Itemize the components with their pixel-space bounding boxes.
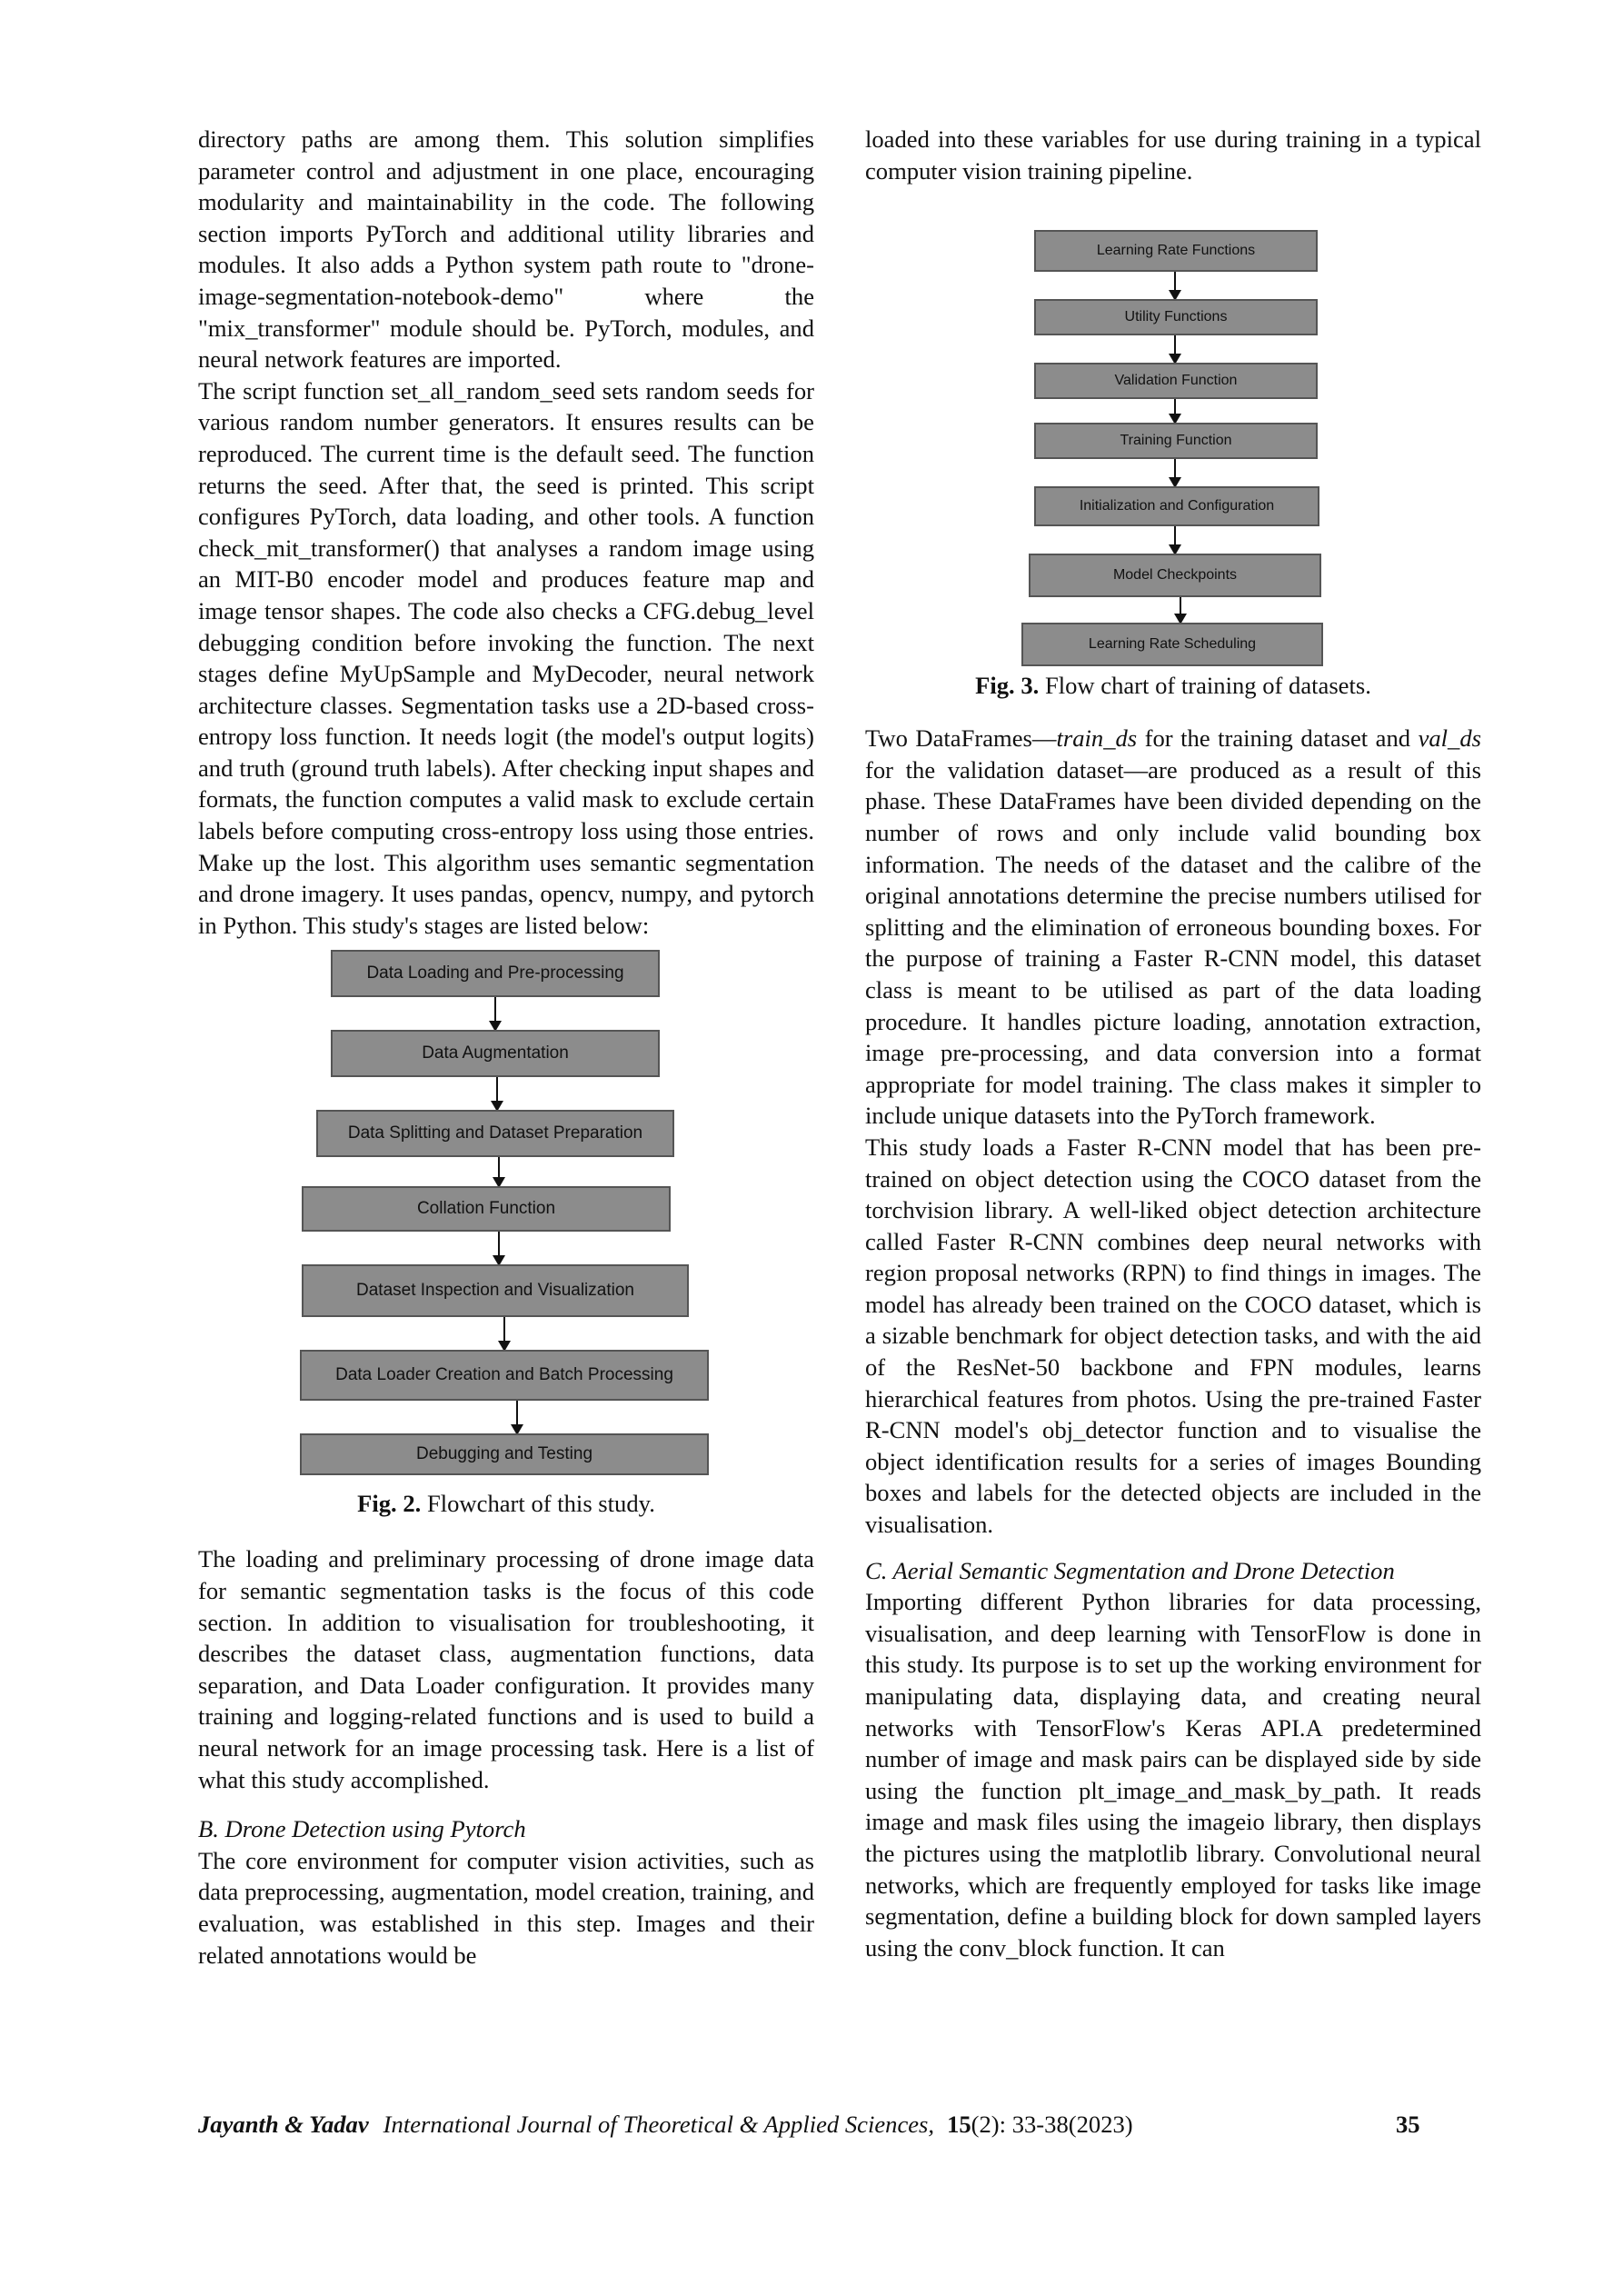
flowchart-step: Training Function bbox=[1034, 423, 1318, 459]
text-run: Two DataFrames— bbox=[865, 724, 1057, 753]
paragraph bbox=[865, 723, 1481, 1132]
paragraph: loaded into these variables for use during training in a typical computer vision training pipeline. bbox=[865, 125, 1481, 185]
figure-caption bbox=[865, 670, 1481, 701]
flowchart-step: Utility Functions bbox=[1034, 299, 1318, 335]
footer-authors: Jayanth & Yadav bbox=[198, 2111, 369, 2138]
flowchart-step: Collation Function bbox=[302, 1186, 671, 1232]
section-heading: B. Drone Detection using Pytorch bbox=[198, 1815, 526, 1843]
text-run: for the training dataset and bbox=[1137, 724, 1419, 753]
variable-name: train_ds bbox=[1056, 724, 1138, 753]
arrow-down-icon bbox=[503, 1317, 505, 1350]
volume-number: 15 bbox=[947, 2111, 971, 2138]
arrow-down-icon bbox=[1174, 335, 1176, 363]
arrow-down-icon bbox=[1174, 459, 1176, 486]
caption-text: Flow chart of training of datasets. bbox=[1039, 672, 1371, 700]
arrow-down-icon bbox=[516, 1401, 518, 1433]
figure-caption bbox=[198, 1488, 814, 1519]
flowchart-step: Data Splitting and Dataset Preparation bbox=[316, 1110, 674, 1157]
figure-2-flowchart bbox=[198, 941, 814, 1527]
flowchart-step: Learning Rate Scheduling bbox=[1021, 623, 1323, 666]
caption-label: Fig. 2. bbox=[357, 1490, 422, 1518]
section-heading: C. Aerial Semantic Segmentation and Drone Detection bbox=[865, 1556, 1395, 1584]
figure-3-caption-wrap bbox=[865, 659, 1481, 706]
variable-name: val_ds bbox=[1418, 724, 1481, 753]
paragraph: directory paths are among them. This solution simplifies parameter control and adjustment in one place, encouraging modularity and maintainability in the code. The following section imports PyTorch and additional utility libraries and modules. It also adds a Python system path route to "drone-image-segmentation-notebook-demo" where the "mix_transformer" module should be. PyTorch, modules, and neural network features are imported. bbox=[198, 125, 814, 374]
flowchart-step: Learning Rate Functions bbox=[1034, 230, 1318, 272]
paragraph: The loading and preliminary processing of drone image data for semantic segmentation tasks is the focus of this code section. In addition to visualisation for troubleshooting, it describes the dataset class, augmentation functions, data separation, and Data Loader configuration. It provides many training and logging-related functions and is used to build a neural network for an image processing task. Here is a list of what this study accomplished. bbox=[198, 1545, 814, 1793]
caption-label: Fig. 3. bbox=[975, 672, 1040, 700]
paragraph: This study loads a Faster R-CNN model that has been pre-trained on object detection using the COCO dataset from the torchvision library. A well-liked object detection architecture called Faster R-CNN combines deep neural networks with region proposal networks (RPN) to find things in images. The model has already been trained on the COCO dataset, which is a sizable benchmark for object detection tasks, and with the aid of the ResNet-50 backbone and FPN modules, learns hierarchical features from photos. Using the pre-trained Faster R-CNN model's obj_detector function and to visualise the object identification results for a series of images Bounding boxes and labels for the detected objects are included in the visualisation. bbox=[865, 1133, 1481, 1539]
footer-volume bbox=[947, 2111, 1133, 2138]
text-run: for the validation dataset—are produced as a result of this phase. These DataFrames have been divided depending on the number of rows and only include valid bounding box information. The needs of the dataset and the calibre of the original annotations determine the precise numbers utilised for splitting and the elimination of erroneous bounding boxes. For the purpose of training a Faster R-CNN model, this dataset class is meant to be utilised as part of the data loading procedure. It handles picture loading, annotation extraction, image pre-processing, and data conversion into a format appropriate for model training. The class makes it simpler to include unique datasets into the PyTorch framework. bbox=[865, 755, 1481, 1130]
arrow-down-icon bbox=[1174, 272, 1176, 299]
arrow-down-icon bbox=[498, 1232, 500, 1264]
flowchart-step: Validation Function bbox=[1034, 363, 1318, 399]
flowchart-step: Initialization and Configuration bbox=[1034, 486, 1319, 526]
arrow-down-icon bbox=[496, 1077, 498, 1110]
paragraph: The script function set_all_random_seed sets random seeds for various random number generators. It ensures results can be reproduced. The current time is the default seed. The function returns the seed. After that, the seed is printed. This script configures PyTorch, data loading, and other tools. A function check_mit_transformer() that analyses a random image using an MIT-B0 encoder model and produces feature map and image tensor shapes. The code also checks a CFG.debug_level debugging condition before invoking the function. The next stages define MyUpSample and MyDecoder, neural network architecture classes. Segmentation tasks use a 2D-based cross-entropy loss function. It needs logit (the model's output logits) and truth (ground truth labels). After checking input shapes and formats, the function computes a valid mask to exclude certain labels before computing cross-entropy loss using those entries. Make up the lost. This algorithm uses semantic segmentation and drone imagery. It uses pandas, opencv, numpy, and pytorch in Python. This study's stages are listed below: bbox=[198, 376, 814, 939]
flowchart-step: Debugging and Testing bbox=[300, 1433, 709, 1475]
arrow-down-icon bbox=[494, 997, 496, 1030]
flowchart-step: Model Checkpoints bbox=[1029, 554, 1321, 597]
footer-journal: International Journal of Theoretical & Applied Sciences, bbox=[383, 2111, 935, 2138]
flowchart-step: Data Loader Creation and Batch Processing bbox=[300, 1350, 709, 1401]
right-column bbox=[865, 124, 1481, 1963]
arrow-down-icon bbox=[1180, 597, 1181, 623]
paragraph: Importing different Python libraries for data processing, visualisation, and deep learning with TensorFlow is done in this study. Its purpose is to set up the working environment for manipulating data, displaying data, and creating neural networks with TensorFlow's Keras API.A predetermined number of image and mask pairs can be displayed side by side using the function plt_image_and_mask_by_path. It reads image and mask files using the imageio library, then displays the pictures using the matplotlib library. Convolutional neural networks, which are frequently employed for tasks like image segmentation, define a building block for down sampled layers using the conv_block function. It can bbox=[865, 1588, 1481, 1962]
page-footer bbox=[198, 2109, 1489, 2140]
left-column bbox=[198, 124, 814, 1971]
flowchart-step: Dataset Inspection and Visualization bbox=[302, 1264, 689, 1317]
flowchart-step: Data Loading and Pre-processing bbox=[331, 950, 660, 997]
flowchart-step: Data Augmentation bbox=[331, 1030, 660, 1077]
arrow-down-icon bbox=[1174, 399, 1176, 423]
caption-text: Flowchart of this study. bbox=[421, 1490, 655, 1518]
arrow-down-icon bbox=[498, 1157, 500, 1186]
paragraph: The core environment for computer vision activities, such as data preprocessing, augmentation, model creation, training, and evaluation, was established in this step. Images and their related annotations would be bbox=[198, 1846, 814, 1969]
issue-pages: (2): 33-38(2023) bbox=[971, 2111, 1133, 2138]
arrow-down-icon bbox=[1174, 526, 1176, 554]
page-number: 35 bbox=[1396, 2111, 1420, 2138]
figure-3-flowchart bbox=[865, 186, 1481, 659]
